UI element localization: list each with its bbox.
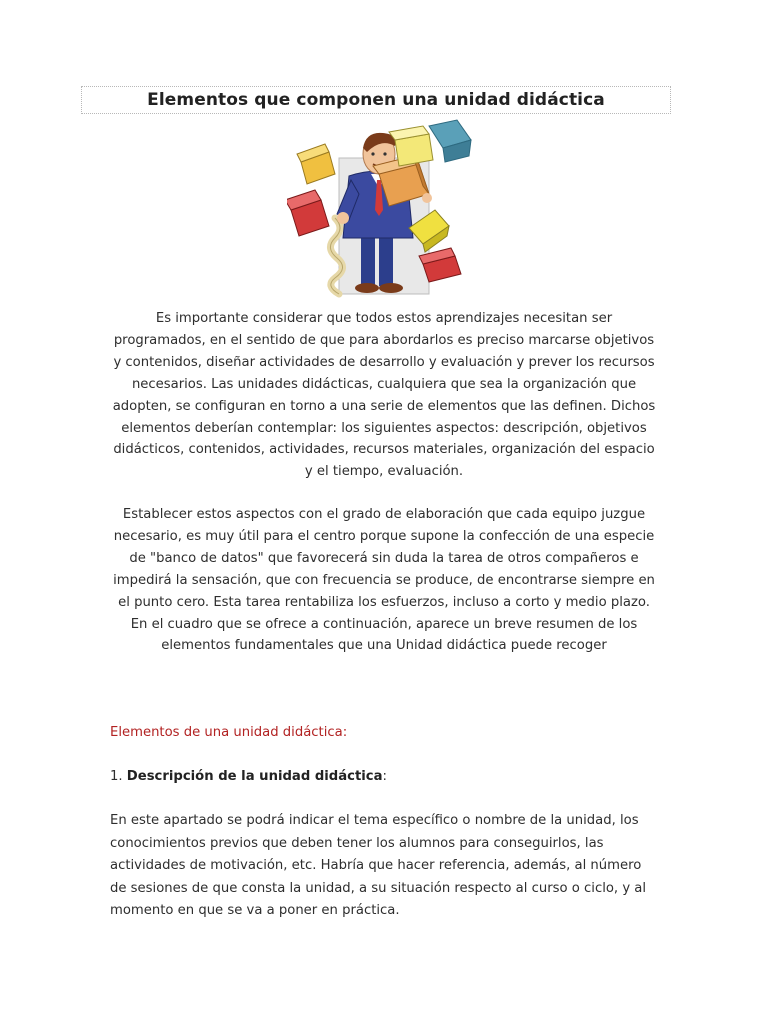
section-heading: Elementos de una unidad didáctica: bbox=[110, 725, 348, 740]
intro-paragraph: Es importante considerar que todos estos aprendizajes necesitan ser programados, en el sentido de que para abordarlos es preciso marcarse objetivos y contenidos, diseñar actividades de desarrollo y evaluación y prever los recursos necesarios. Las unidades didácticas, cualquiera que sea la organización que adopten, se configuran en torno a una serie de elementos que las definen. Dichos elementos deberían contemplar: los siguientes aspectos: descripción, objetivos didácticos, contenidos, actividades, recursos materiales, organización del espacio y el tiempo, evaluación. bbox=[112, 311, 656, 480]
title-box bbox=[81, 86, 671, 114]
item-1-title: Descripción de la unidad didáctica bbox=[126, 769, 383, 784]
teacher-with-blocks-illustration bbox=[287, 118, 479, 300]
item-1-suffix: : bbox=[382, 769, 387, 784]
page-title: Elementos que componen una unidad didáctica bbox=[147, 90, 605, 110]
second-paragraph: Establecer estos aspectos con el grado de elaboración que cada equipo juzgue necesario, es muy útil para el centro porque supone la confección de una especie de "banco de datos" que favorecerá sin duda la tarea de otros compañeros e impedirá la sensación, que con frecuencia se produce, de encontrarse siempre en el punto cero. Esta tarea rentabiliza los esfuerzos, incluso a corto y medio plazo. En el cuadro que se ofrece a continuación, aparece un breve resumen de los elementos fundamentales que una Unidad didáctica puede recoger bbox=[113, 507, 655, 654]
item-1-number: 1. bbox=[110, 769, 123, 784]
item-1-heading bbox=[110, 766, 660, 789]
item-1-description: En este apartado se podrá indicar el tema específico o nombre de la unidad, los conocimientos previos que deben tener los alumnos para conseguirlos, las actividades de motivación, etc. Habría que hacer referencia, además, al número de sesiones de que consta la unidad, a su situación respecto al curso o ciclo, y al momento en que se va a poner en práctica. bbox=[110, 813, 647, 918]
